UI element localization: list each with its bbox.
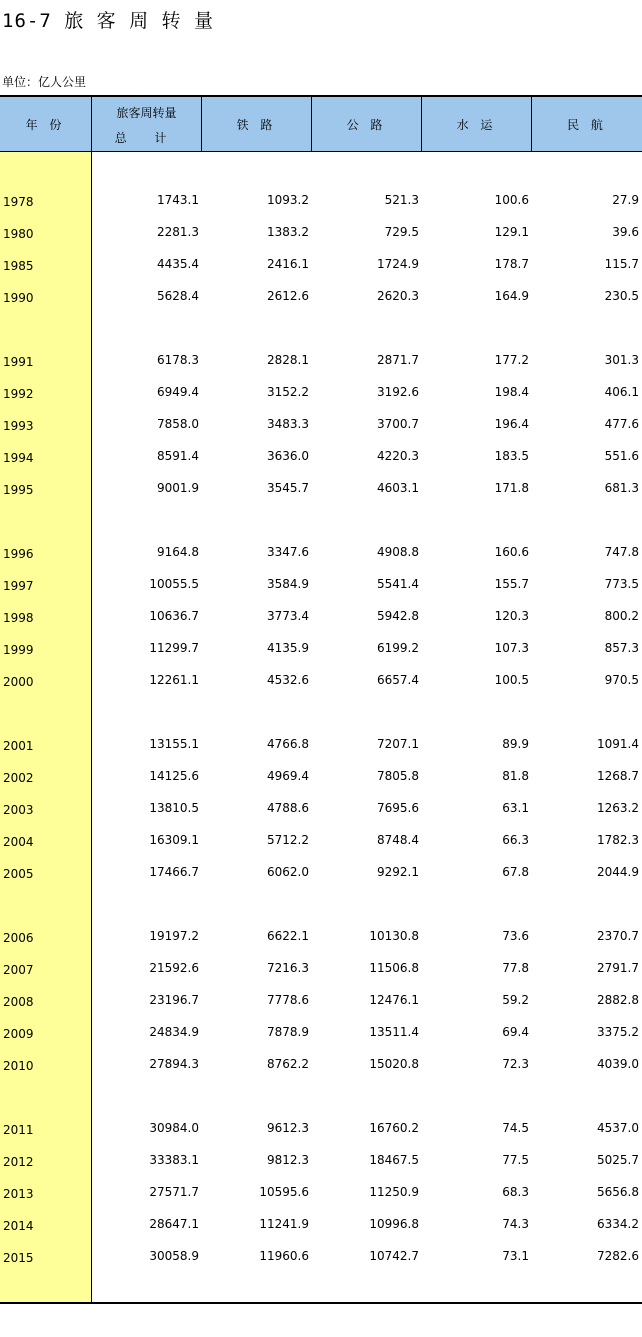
table-row xyxy=(0,673,642,693)
cell-total: 30984.0 xyxy=(149,1121,199,1135)
header-total xyxy=(92,97,201,152)
cell-road: 10996.8 xyxy=(369,1217,419,1231)
header-water xyxy=(422,97,531,152)
cell-water: 198.4 xyxy=(494,385,529,399)
cell-rail: 2612.6 xyxy=(267,289,309,303)
cell-total: 10636.7 xyxy=(149,609,199,623)
table-row xyxy=(0,961,642,981)
cell-road: 5541.4 xyxy=(377,577,419,591)
cell-year: 1999 xyxy=(3,643,34,657)
cell-year: 1990 xyxy=(3,291,34,305)
cell-year: 2014 xyxy=(3,1219,34,1233)
table-row xyxy=(0,225,642,245)
cell-road: 11506.8 xyxy=(369,961,419,975)
cell-road: 8748.4 xyxy=(377,833,419,847)
table-row xyxy=(0,1121,642,1141)
cell-rail: 7778.6 xyxy=(267,993,309,1007)
cell-air: 7282.6 xyxy=(597,1249,639,1263)
cell-year: 1991 xyxy=(3,355,34,369)
cell-rail: 11241.9 xyxy=(259,1217,309,1231)
header-divider xyxy=(311,97,312,152)
cell-year: 2006 xyxy=(3,931,34,945)
cell-water: 81.8 xyxy=(502,769,529,783)
cell-total: 9164.8 xyxy=(157,545,199,559)
cell-year: 2010 xyxy=(3,1059,34,1073)
header-year xyxy=(0,97,91,152)
cell-air: 2044.9 xyxy=(597,865,639,879)
cell-road: 4220.3 xyxy=(377,449,419,463)
cell-air: 5656.8 xyxy=(597,1185,639,1199)
cell-total: 1743.1 xyxy=(157,193,199,207)
cell-air: 2791.7 xyxy=(597,961,639,975)
cell-year: 1978 xyxy=(3,195,34,209)
table-row xyxy=(0,193,642,213)
cell-air: 857.3 xyxy=(604,641,639,655)
cell-road: 1724.9 xyxy=(377,257,419,271)
cell-water: 73.6 xyxy=(502,929,529,943)
header-road-label: 公 路 xyxy=(346,118,387,132)
cell-air: 6334.2 xyxy=(597,1217,639,1231)
cell-total: 5628.4 xyxy=(157,289,199,303)
table-row xyxy=(0,545,642,565)
cell-water: 164.9 xyxy=(494,289,529,303)
cell-year: 1992 xyxy=(3,387,34,401)
table-row xyxy=(0,481,642,501)
cell-water: 160.6 xyxy=(494,545,529,559)
table-row xyxy=(0,1185,642,1205)
cell-rail: 3773.4 xyxy=(267,609,309,623)
cell-total: 33383.1 xyxy=(149,1153,199,1167)
cell-rail: 9812.3 xyxy=(267,1153,309,1167)
cell-air: 1268.7 xyxy=(597,769,639,783)
cell-total: 30058.9 xyxy=(149,1249,199,1263)
table-row xyxy=(0,865,642,885)
cell-rail: 8762.2 xyxy=(267,1057,309,1071)
cell-total: 4435.4 xyxy=(157,257,199,271)
cell-water: 183.5 xyxy=(494,449,529,463)
cell-road: 6199.2 xyxy=(377,641,419,655)
cell-water: 67.8 xyxy=(502,865,529,879)
header-air-label: 民 航 xyxy=(567,118,607,132)
cell-road: 10742.7 xyxy=(369,1249,419,1263)
table-row xyxy=(0,353,642,373)
cell-water: 73.1 xyxy=(502,1249,529,1263)
cell-air: 2370.7 xyxy=(597,929,639,943)
header-year-label: 年 份 xyxy=(25,118,66,132)
cell-year: 2007 xyxy=(3,963,34,977)
cell-rail: 4788.6 xyxy=(267,801,309,815)
cell-water: 74.5 xyxy=(502,1121,529,1135)
cell-road: 7207.1 xyxy=(377,737,419,751)
cell-rail: 2828.1 xyxy=(267,353,309,367)
cell-rail: 5712.2 xyxy=(267,833,309,847)
cell-air: 1091.4 xyxy=(597,737,639,751)
table-row xyxy=(0,609,642,629)
cell-year: 1985 xyxy=(3,259,34,273)
cell-water: 177.2 xyxy=(494,353,529,367)
cell-total: 12261.1 xyxy=(149,673,199,687)
cell-road: 729.5 xyxy=(384,225,419,239)
cell-year: 2009 xyxy=(3,1027,34,1041)
cell-road: 11250.9 xyxy=(369,1185,419,1199)
cell-total: 13155.1 xyxy=(149,737,199,751)
cell-water: 171.8 xyxy=(494,481,529,495)
table-row xyxy=(0,1025,642,1045)
table-row xyxy=(0,1057,642,1077)
cell-rail: 3584.9 xyxy=(267,577,309,591)
cell-rail: 7878.9 xyxy=(267,1025,309,1039)
cell-water: 100.6 xyxy=(494,193,529,207)
cell-rail: 4969.4 xyxy=(267,769,309,783)
cell-rail: 4135.9 xyxy=(267,641,309,655)
cell-total: 8591.4 xyxy=(157,449,199,463)
cell-road: 7805.8 xyxy=(377,769,419,783)
cell-rail: 4532.6 xyxy=(267,673,309,687)
table-header xyxy=(0,95,642,152)
header-total-line2: 总 计 xyxy=(114,130,179,145)
cell-total: 28647.1 xyxy=(149,1217,199,1231)
cell-rail: 3347.6 xyxy=(267,545,309,559)
cell-total: 6178.3 xyxy=(157,353,199,367)
cell-total: 14125.6 xyxy=(149,769,199,783)
table-row xyxy=(0,1217,642,1237)
cell-year: 2000 xyxy=(3,675,34,689)
cell-water: 100.5 xyxy=(494,673,529,687)
header-divider xyxy=(421,97,422,152)
table-row xyxy=(0,577,642,597)
cell-total: 11299.7 xyxy=(149,641,199,655)
cell-road: 5942.8 xyxy=(377,609,419,623)
cell-water: 120.3 xyxy=(494,609,529,623)
table-row xyxy=(0,1153,642,1173)
table-bottom-border xyxy=(0,1302,642,1304)
table-row xyxy=(0,993,642,1013)
cell-rail: 6062.0 xyxy=(267,865,309,879)
cell-year: 2013 xyxy=(3,1187,34,1201)
cell-water: 74.3 xyxy=(502,1217,529,1231)
cell-air: 800.2 xyxy=(604,609,639,623)
cell-road: 6657.4 xyxy=(377,673,419,687)
header-divider xyxy=(91,97,92,152)
cell-total: 23196.7 xyxy=(149,993,199,1007)
header-air xyxy=(532,97,642,152)
cell-air: 551.6 xyxy=(604,449,639,463)
cell-air: 4039.0 xyxy=(597,1057,639,1071)
cell-year: 2015 xyxy=(3,1251,34,1265)
header-total-line1: 旅客周转量 xyxy=(116,105,177,120)
cell-air: 5025.7 xyxy=(597,1153,639,1167)
cell-rail: 1383.2 xyxy=(267,225,309,239)
cell-air: 2882.8 xyxy=(597,993,639,1007)
cell-rail: 7216.3 xyxy=(267,961,309,975)
cell-road: 2620.3 xyxy=(377,289,419,303)
cell-year: 1993 xyxy=(3,419,34,433)
cell-air: 681.3 xyxy=(604,481,639,495)
cell-rail: 4766.8 xyxy=(267,737,309,751)
cell-air: 970.5 xyxy=(604,673,639,687)
cell-year: 2004 xyxy=(3,835,34,849)
cell-year: 1995 xyxy=(3,483,34,497)
cell-air: 406.1 xyxy=(604,385,639,399)
cell-water: 66.3 xyxy=(502,833,529,847)
cell-water: 89.9 xyxy=(502,737,529,751)
cell-total: 6949.4 xyxy=(157,385,199,399)
cell-road: 12476.1 xyxy=(369,993,419,1007)
cell-total: 21592.6 xyxy=(149,961,199,975)
cell-rail: 3483.3 xyxy=(267,417,309,431)
cell-road: 16760.2 xyxy=(369,1121,419,1135)
table-row xyxy=(0,929,642,949)
cell-air: 1782.3 xyxy=(597,833,639,847)
cell-total: 24834.9 xyxy=(149,1025,199,1039)
table-row xyxy=(0,417,642,437)
table-row xyxy=(0,289,642,309)
cell-total: 7858.0 xyxy=(157,417,199,431)
cell-water: 69.4 xyxy=(502,1025,529,1039)
cell-year: 1980 xyxy=(3,227,34,241)
cell-road: 15020.8 xyxy=(369,1057,419,1071)
cell-air: 747.8 xyxy=(604,545,639,559)
cell-water: 196.4 xyxy=(494,417,529,431)
table-row xyxy=(0,737,642,757)
cell-air: 27.9 xyxy=(612,193,639,207)
data-table xyxy=(0,95,642,1304)
cell-water: 155.7 xyxy=(494,577,529,591)
table-row xyxy=(0,801,642,821)
cell-total: 13810.5 xyxy=(149,801,199,815)
header-water-label: 水 运 xyxy=(456,118,497,132)
cell-year: 2008 xyxy=(3,995,34,1009)
header-rail-label: 铁 路 xyxy=(236,118,277,132)
cell-year: 1994 xyxy=(3,451,34,465)
table-row xyxy=(0,257,642,277)
cell-air: 115.7 xyxy=(604,257,639,271)
cell-road: 18467.5 xyxy=(369,1153,419,1167)
cell-water: 59.2 xyxy=(502,993,529,1007)
cell-total: 19197.2 xyxy=(149,929,199,943)
cell-rail: 3636.0 xyxy=(267,449,309,463)
cell-air: 4537.0 xyxy=(597,1121,639,1135)
cell-air: 39.6 xyxy=(612,225,639,239)
cell-air: 301.3 xyxy=(604,353,639,367)
cell-water: 72.3 xyxy=(502,1057,529,1071)
header-divider xyxy=(531,97,532,152)
header-divider xyxy=(201,97,202,152)
table-row xyxy=(0,769,642,789)
cell-road: 9292.1 xyxy=(377,865,419,879)
cell-air: 1263.2 xyxy=(597,801,639,815)
cell-year: 1997 xyxy=(3,579,34,593)
cell-total: 16309.1 xyxy=(149,833,199,847)
cell-year: 2003 xyxy=(3,803,34,817)
cell-air: 773.5 xyxy=(604,577,639,591)
cell-total: 9001.9 xyxy=(157,481,199,495)
table-row xyxy=(0,641,642,661)
cell-rail: 6622.1 xyxy=(267,929,309,943)
cell-year: 2005 xyxy=(3,867,34,881)
cell-rail: 10595.6 xyxy=(259,1185,309,1199)
cell-water: 68.3 xyxy=(502,1185,529,1199)
cell-road: 13511.4 xyxy=(369,1025,419,1039)
cell-rail: 9612.3 xyxy=(267,1121,309,1135)
header-road xyxy=(312,97,421,152)
cell-year: 2002 xyxy=(3,771,34,785)
cell-road: 4603.1 xyxy=(377,481,419,495)
cell-water: 77.8 xyxy=(502,961,529,975)
cell-road: 4908.8 xyxy=(377,545,419,559)
table-row xyxy=(0,1249,642,1269)
header-rail xyxy=(202,97,311,152)
cell-total: 2281.3 xyxy=(157,225,199,239)
cell-rail: 2416.1 xyxy=(267,257,309,271)
table-row xyxy=(0,449,642,469)
cell-year: 2012 xyxy=(3,1155,34,1169)
cell-road: 3192.6 xyxy=(377,385,419,399)
cell-air: 477.6 xyxy=(604,417,639,431)
cell-rail: 3152.2 xyxy=(267,385,309,399)
cell-water: 63.1 xyxy=(502,801,529,815)
cell-rail: 1093.2 xyxy=(267,193,309,207)
cell-water: 77.5 xyxy=(502,1153,529,1167)
cell-total: 27571.7 xyxy=(149,1185,199,1199)
cell-year: 1996 xyxy=(3,547,34,561)
cell-road: 2871.7 xyxy=(377,353,419,367)
cell-rail: 11960.6 xyxy=(259,1249,309,1263)
cell-road: 7695.6 xyxy=(377,801,419,815)
cell-rail: 3545.7 xyxy=(267,481,309,495)
table-row xyxy=(0,833,642,853)
unit-label: 单位：亿人公里 xyxy=(2,75,87,89)
cell-air: 230.5 xyxy=(604,289,639,303)
cell-total: 27894.3 xyxy=(149,1057,199,1071)
cell-total: 10055.5 xyxy=(149,577,199,591)
cell-year: 1998 xyxy=(3,611,34,625)
cell-water: 107.3 xyxy=(494,641,529,655)
cell-year: 2001 xyxy=(3,739,34,753)
cell-water: 178.7 xyxy=(494,257,529,271)
page-title: 16-7 旅 客 周 转 量 xyxy=(2,10,214,32)
cell-air: 3375.2 xyxy=(597,1025,639,1039)
cell-road: 521.3 xyxy=(384,193,419,207)
cell-water: 129.1 xyxy=(494,225,529,239)
cell-road: 10130.8 xyxy=(369,929,419,943)
cell-total: 17466.7 xyxy=(149,865,199,879)
cell-year: 2011 xyxy=(3,1123,34,1137)
cell-road: 3700.7 xyxy=(377,417,419,431)
table-row xyxy=(0,385,642,405)
